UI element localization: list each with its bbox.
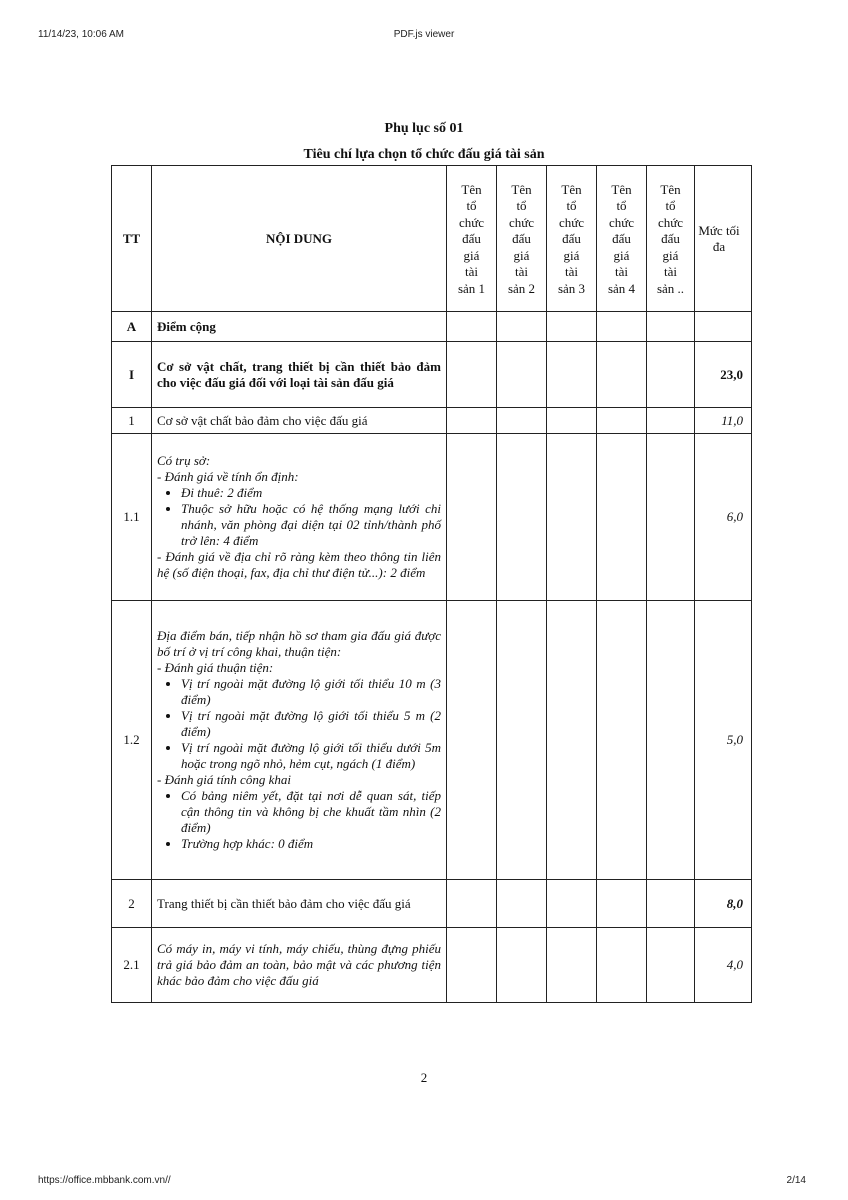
score-cell	[497, 880, 547, 928]
score-cell	[597, 880, 647, 928]
score-cell	[647, 408, 695, 434]
content-line: - Đánh giá về tính ổn định:	[157, 469, 299, 484]
bullet-item: • Vị trí ngoài mặt đường lộ giới tối thiểu 10 m (3 điểm)	[181, 676, 441, 708]
row-tt: A	[112, 312, 152, 342]
row-tt: 2.1	[112, 928, 152, 1003]
page-counter: 2/14	[786, 1175, 806, 1186]
score-cell	[597, 928, 647, 1003]
bullet-list	[157, 788, 441, 852]
header-org-2: Tên tổ chức đấu giá tài sản 2	[497, 166, 547, 312]
score-cell	[497, 601, 547, 880]
table-header-row	[112, 166, 752, 312]
score-cell	[447, 342, 497, 408]
score-cell	[597, 601, 647, 880]
row-max: 8,0	[695, 880, 752, 928]
score-cell	[497, 928, 547, 1003]
header-max: Mức tối đa	[695, 166, 752, 312]
header-org-5: Tên tổ chức đấu giá tài sản ..	[647, 166, 695, 312]
content-line: Có trụ sở:	[157, 453, 211, 468]
header-tt: TT	[112, 166, 152, 312]
row-max	[695, 312, 752, 342]
table-row	[112, 880, 752, 928]
header-org-4: Tên tổ chức đấu giá tài sản 4	[597, 166, 647, 312]
content-line: - Đánh giá tính công khai	[157, 772, 291, 787]
header-org-3: Tên tổ chức đấu giá tài sản 3	[547, 166, 597, 312]
score-cell	[647, 928, 695, 1003]
bullet-item: • Vị trí ngoài mặt đường lộ giới tối thiểu 5 m (2 điểm)	[181, 708, 441, 740]
table-row	[112, 408, 752, 434]
score-cell	[547, 601, 597, 880]
page-number: 2	[420, 1070, 428, 1085]
score-cell	[547, 342, 597, 408]
row-max: 6,0	[695, 434, 752, 601]
score-cell	[447, 601, 497, 880]
content-line: - Đánh giá về địa chỉ rõ ràng kèm theo thông tin liên hệ (số điện thoại, fax, địa chỉ thư điện tử...): 2 điểm	[157, 549, 441, 580]
score-cell	[647, 434, 695, 601]
bullet-item: • Đi thuê: 2 điểm	[181, 485, 441, 501]
table-row	[112, 312, 752, 342]
bullet-item: • Trường hợp khác: 0 điểm	[181, 836, 441, 852]
row-max: 23,0	[695, 342, 752, 408]
score-cell	[597, 434, 647, 601]
table-title: Tiêu chí lựa chọn tổ chức đấu giá tài sản	[303, 147, 545, 162]
content-line: Địa điểm bán, tiếp nhận hồ sơ tham gia đấu giá được bố trí ở vị trí công khai, thuận tiện:	[157, 628, 441, 659]
bullet-list	[157, 676, 441, 772]
appendix-title: Phụ lục số 01	[384, 121, 464, 136]
row-tt: 2	[112, 880, 152, 928]
row-tt: 1.1	[112, 434, 152, 601]
score-cell	[547, 928, 597, 1003]
score-cell	[497, 342, 547, 408]
score-cell	[597, 312, 647, 342]
score-cell	[547, 434, 597, 601]
table-row	[112, 928, 752, 1003]
score-cell	[447, 434, 497, 601]
score-cell	[647, 312, 695, 342]
score-cell	[447, 312, 497, 342]
header-org-1: Tên tổ chức đấu giá tài sản 1	[447, 166, 497, 312]
row-content: Có máy in, máy vi tính, máy chiếu, thùng đựng phiếu trả giá bảo đảm an toàn, bảo mật và các phương tiện khác bảo đảm cho việc đấu giá	[152, 928, 447, 1003]
score-cell	[597, 342, 647, 408]
score-cell	[647, 601, 695, 880]
content-line: - Đánh giá thuận tiện:	[157, 660, 274, 675]
score-cell	[547, 408, 597, 434]
row-content	[152, 601, 447, 880]
row-content: Cơ sở vật chất, trang thiết bị cần thiết bảo đảm cho việc đấu giá đối với loại tài sản đấu giá	[152, 342, 447, 408]
score-cell	[497, 408, 547, 434]
score-cell	[497, 434, 547, 601]
header-content: NỘI DUNG	[152, 166, 447, 312]
table-row	[112, 434, 752, 601]
score-cell	[547, 880, 597, 928]
row-max: 5,0	[695, 601, 752, 880]
score-cell	[647, 880, 695, 928]
row-max: 4,0	[695, 928, 752, 1003]
page-url[interactable]: https://office.mbbank.com.vn//	[38, 1175, 171, 1186]
bullet-item: • Vị trí ngoài mặt đường lộ giới tối thiểu dưới 5m hoặc trong ngõ nhỏ, hẻm cụt, ngách (1 điểm)	[181, 740, 441, 772]
row-content: Cơ sở vật chất bảo đảm cho việc đấu giá	[152, 408, 447, 434]
score-cell	[597, 408, 647, 434]
score-cell	[447, 408, 497, 434]
row-tt: 1	[112, 408, 152, 434]
viewer-title: PDF.js viewer	[393, 29, 455, 40]
score-cell	[547, 312, 597, 342]
score-cell	[497, 312, 547, 342]
row-tt: I	[112, 342, 152, 408]
row-content	[152, 434, 447, 601]
row-content: Trang thiết bị cần thiết bảo đảm cho việc đấu giá	[152, 880, 447, 928]
row-content: Điểm cộng	[152, 312, 447, 342]
row-tt: 1.2	[112, 601, 152, 880]
criteria-table	[111, 165, 752, 1003]
table-row	[112, 601, 752, 880]
row-max: 11,0	[695, 408, 752, 434]
score-cell	[447, 928, 497, 1003]
score-cell	[647, 342, 695, 408]
bullet-item: • Thuộc sở hữu hoặc có hệ thống mạng lưới chi nhánh, văn phòng đại diện tại 02 tỉnh/thành phố trở lên: 4 điểm	[181, 501, 441, 549]
table-row	[112, 342, 752, 408]
bullet-item: • Có bảng niêm yết, đặt tại nơi dễ quan sát, tiếp cận thông tin và không bị che khuất tầm nhìn (2 điểm)	[181, 788, 441, 836]
print-datetime: 11/14/23, 10:06 AM	[38, 29, 124, 40]
bullet-list	[157, 485, 441, 549]
score-cell	[447, 880, 497, 928]
